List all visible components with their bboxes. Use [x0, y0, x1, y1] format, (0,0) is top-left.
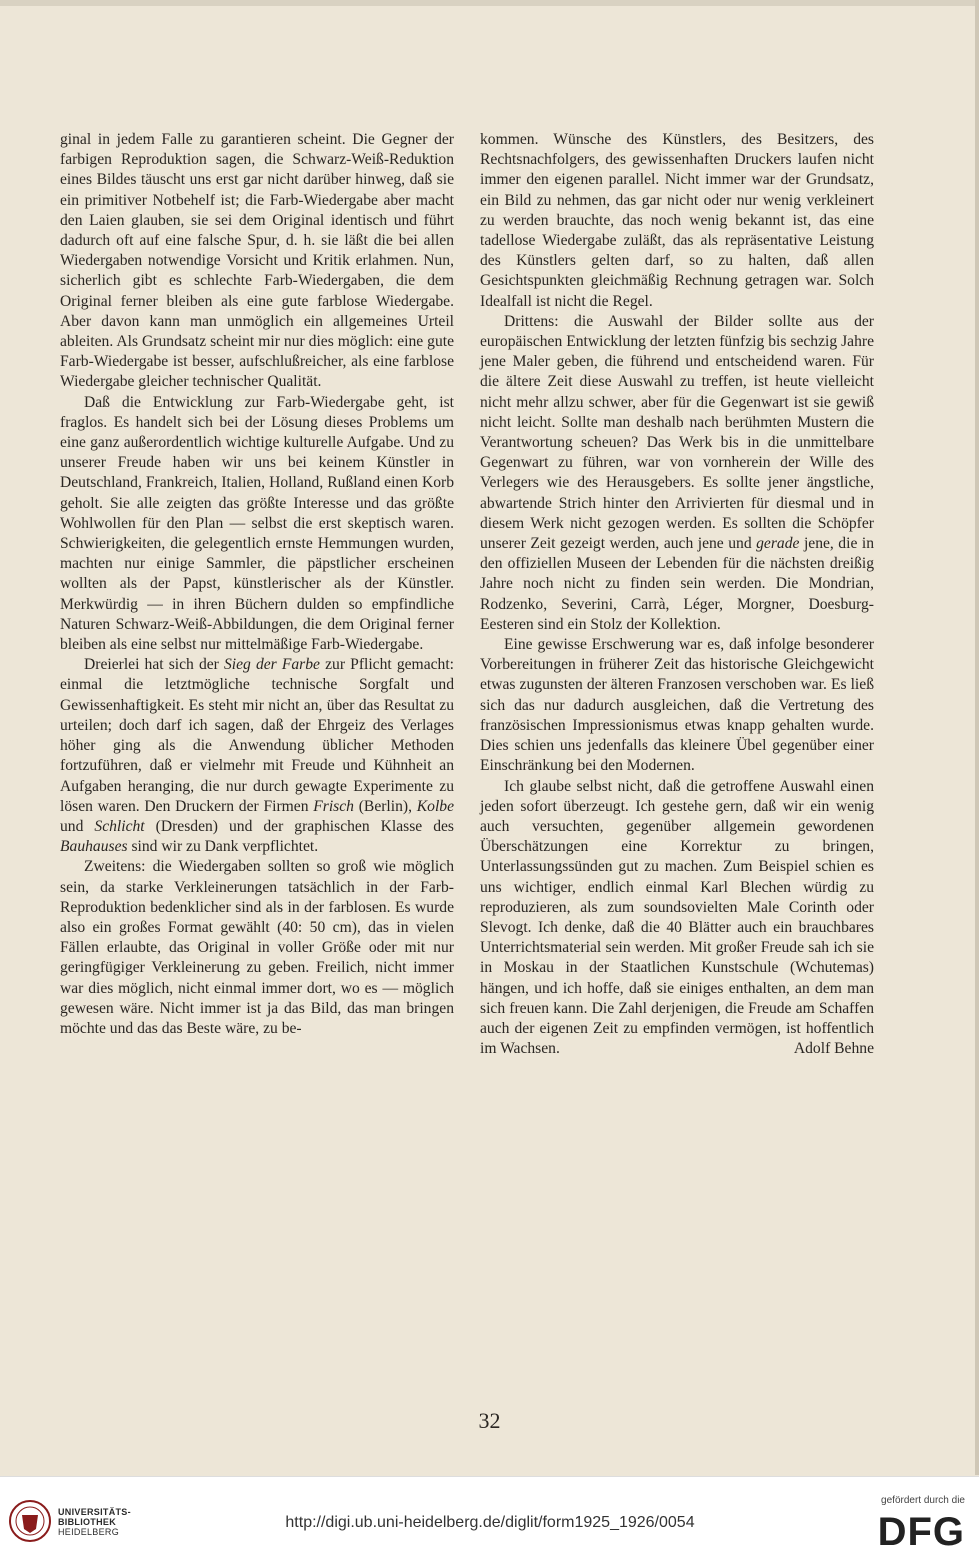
- dfg-logo-icon: DFG: [877, 1510, 965, 1554]
- library-name: [58, 1507, 131, 1537]
- paragraph: Dreierlei hat sich der Sieg der Farbe zur Pflicht gemacht: einmal die letztmögliche technische Sorgfalt und Gewissenhaftigkeit. Es steht mir nicht an, über das Resultat zu urteilen; doch darf ich sagen, daß der Ehrgeiz des Verlages höher ging als die Anwendung üblicher Methoden fortzuführen, daß er vielmehr mit Freude und Kühnheit an Aufgaben heranging, die nur durch gewagte Experimente zu lösen waren. Den Druckern der Firmen Frisch (Berlin), Kolbe und Schlicht (Dresden) und der graphischen Klasse des Bauhauses sind wir zu Dank verpflichtet.: [60, 656, 454, 856]
- library-name-line1: UNIVERSITÄTS-: [58, 1507, 131, 1517]
- scan-edge-right: [975, 0, 979, 1475]
- paragraph: ginal in jedem Falle zu garantieren scheint. Die Gegner der farbigen Reproduktion sagen, die Schwarz-Weiß-Reduktion eines Bildes täuscht uns erst gar nicht darüber hinweg, daß sie ein primitiver Notbehelf ist; die Farb-Wiedergabe aber macht den Laien glauben, sie sei dem Original identisch und führt dadurch oft auf eine falsche Spur, d. h. sie läßt die bei allen Wiedergaben notwendige Vorsicht und Kritik erlahmen. Nun, sicherlich gibt es schlechte Farb-Wiedergaben, die dem Original ferner bleiben als eine gute farblose Wiedergabe. Aber davon kann man unmöglich ein allgemeines Urteil ableiten. Als Grundsatz scheint mir nur dies möglich: eine gute Farb-Wiedergabe ist besser, aufschlußreicher, als eine farblose Wiedergabe gleicher technischer Qualität.: [60, 131, 454, 391]
- paragraph: Daß die Entwicklung zur Farb-Wiedergabe geht, ist fraglos. Es handelt sich bei der Lösung dieses Problems um eine ganz außerordentlich wichtige kulturelle Aufgabe. Und zu unserer Freude haben wir uns bei keinem Künstler in Deutschland, Frankreich, Italien, Holland, Rußland einen Korb geholt. Sie alle zeigten das größte Interesse und das größte Wohlwollen für den Plan — selbst die erst skeptisch waren. Schwierigkeiten, die gelegentlich ernste Hemmungen wurden, machten nur einige Sammler, die päpstlicher erscheinen wollten als der Papst, künstlerischer als der Künstler. Merkwürdig — in ihren Büchern dulden so empfindliche Naturen Schwarz-Weiß-Abbildungen, die dem Original ferner bleiben als eine selbst nur mittelmäßige Farb-Wiedergabe.: [60, 393, 454, 654]
- left-text-column: [60, 130, 454, 1039]
- scan-edge-top: [0, 0, 979, 6]
- paragraph: Zweitens: die Wiedergaben sollten so groß wie möglich sein, da starke Verkleinerungen tatsächlich in der Farb-Reproduktion bedenklicher sind als in der farblosen. Es wurde also ein großes Format gewählt (40: 50 cm), das in vielen Fällen erlaubte, das Original in voller Größe oder mit nur geringfügiger Verkleinerung zu geben. Freilich, nicht immer war dies möglich, nicht einmal immer dort, wo es — möglich gewesen wäre. Nicht immer ist ja das Bild, das man bringen möchte und das das Beste wäre, zu be-: [60, 858, 454, 1037]
- paragraph: kommen. Wünsche des Künstlers, des Besitzers, des Rechtsnachfolgers, des gewissenhaften Druckers laufen nicht immer den eigenen parallel. Nicht immer war der Grundsatz, ein Bild zu nehmen, das gar nicht oder nur wenig verkleinert zu werden brauchte, das noch wenig bekannt ist, das eine tadellose Wiedergabe zuläßt, das als repräsentative Leistung des Künstlers gelten darf, so zu halten, daß allen Gesichtspunkten gleichmäßig Rechnung getragen war. Solch Idealfall ist nicht die Regel.: [480, 131, 874, 310]
- permalink-url[interactable]: http://digi.ub.uni-heidelberg.de/diglit/form1925_1926/0054: [285, 1514, 695, 1531]
- paragraph: Eine gewisse Erschwerung war es, daß infolge besonderer Vorbereitungen in früherer Zeit das historische Gleichgewicht etwas zugunsten der älteren Franzosen verschoben war. Es ließ sich das nur dadurch ausgleichen, daß die Vertretung des französischen Impressionismus etwas knapp gehalten wurde. Dies schien uns jedenfalls das kleinere Übel gegenüber einer Einschränkung bei den Modernen.: [480, 636, 874, 775]
- funder-label: gefördert durch die: [881, 1495, 965, 1506]
- footer-bar: [0, 1476, 979, 1566]
- author-signature: Adolf Behne: [793, 1040, 874, 1058]
- library-name-line2: BIBLIOTHEK: [58, 1517, 116, 1527]
- right-text-column: [480, 130, 874, 1059]
- paragraph: Drittens: die Auswahl der Bilder sollte aus der europäischen Entwicklung der letzten fünfzig bis sechzig Jahre jene Maler geben, die führend und entscheidend waren. Für die ältere Zeit diese Auswahl zu treffen, ist heute vielleicht nicht mehr allzu schwer, aber für die Gegenwart ist sie gewiß nicht leicht. Sollte man deshalb nach berühmten Mustern die Verantwortung scheuen? Das Werk bis in die unmittelbare Gegenwart zu führen, war von vornherein der Wille des Verlegers wie des Herausgebers. Es sollte jener ängstliche, abwartende Strich hinter den Arrivierten für diesmal und in diesem Werk nicht gezogen werden. Es sollten die Schöpfer unserer Zeit gezeigt werden, auch jene und gerade jene, die in den offiziellen Museen der Lebenden für die nächsten dreißig Jahre noch nicht zu finden sein werden. Die Mondrian, Rodzenko, Severini, Carrà, Léger, Morgner, Doesburg-Eesteren sind ein Stolz der Kollektion.: [480, 312, 874, 633]
- university-seal-icon: [8, 1499, 52, 1543]
- paragraph: Ich glaube selbst nicht, daß die getroffene Auswahl einen jeden sofort überzeugt. Ich gestehe gern, daß wir ein wenig auch versuchten, gegenüber allgemein gewordenen Überschätzungen eine Korrektur zu bringen, Unterlassungssünden gut zu machen. Zum Beispiel schien es uns wichtiger, endlich einmal Karl Blechen würdig zu reproduzieren, als zum soundsovielten Male Corinth oder Slevogt. Ich denke, daß die 40 Blätter auch ein brauchbares Unterrichtsmaterial sein werden. Mit großer Freude sah ich sie in Moskau in der Staatlichen Kunstschule (Wchutemas) hängen, und ich hoffe, daß sie einiges enthalten, an dem man sich freuen kann. Die Zahl derjenigen, die Freude am Schaffen auch der eigenen Zeit zu empfinden vermögen, ist hoffentlich im Wachsen.: [480, 777, 874, 1058]
- page-number: 32: [478, 1408, 501, 1433]
- library-name-line3: HEIDELBERG: [58, 1527, 120, 1537]
